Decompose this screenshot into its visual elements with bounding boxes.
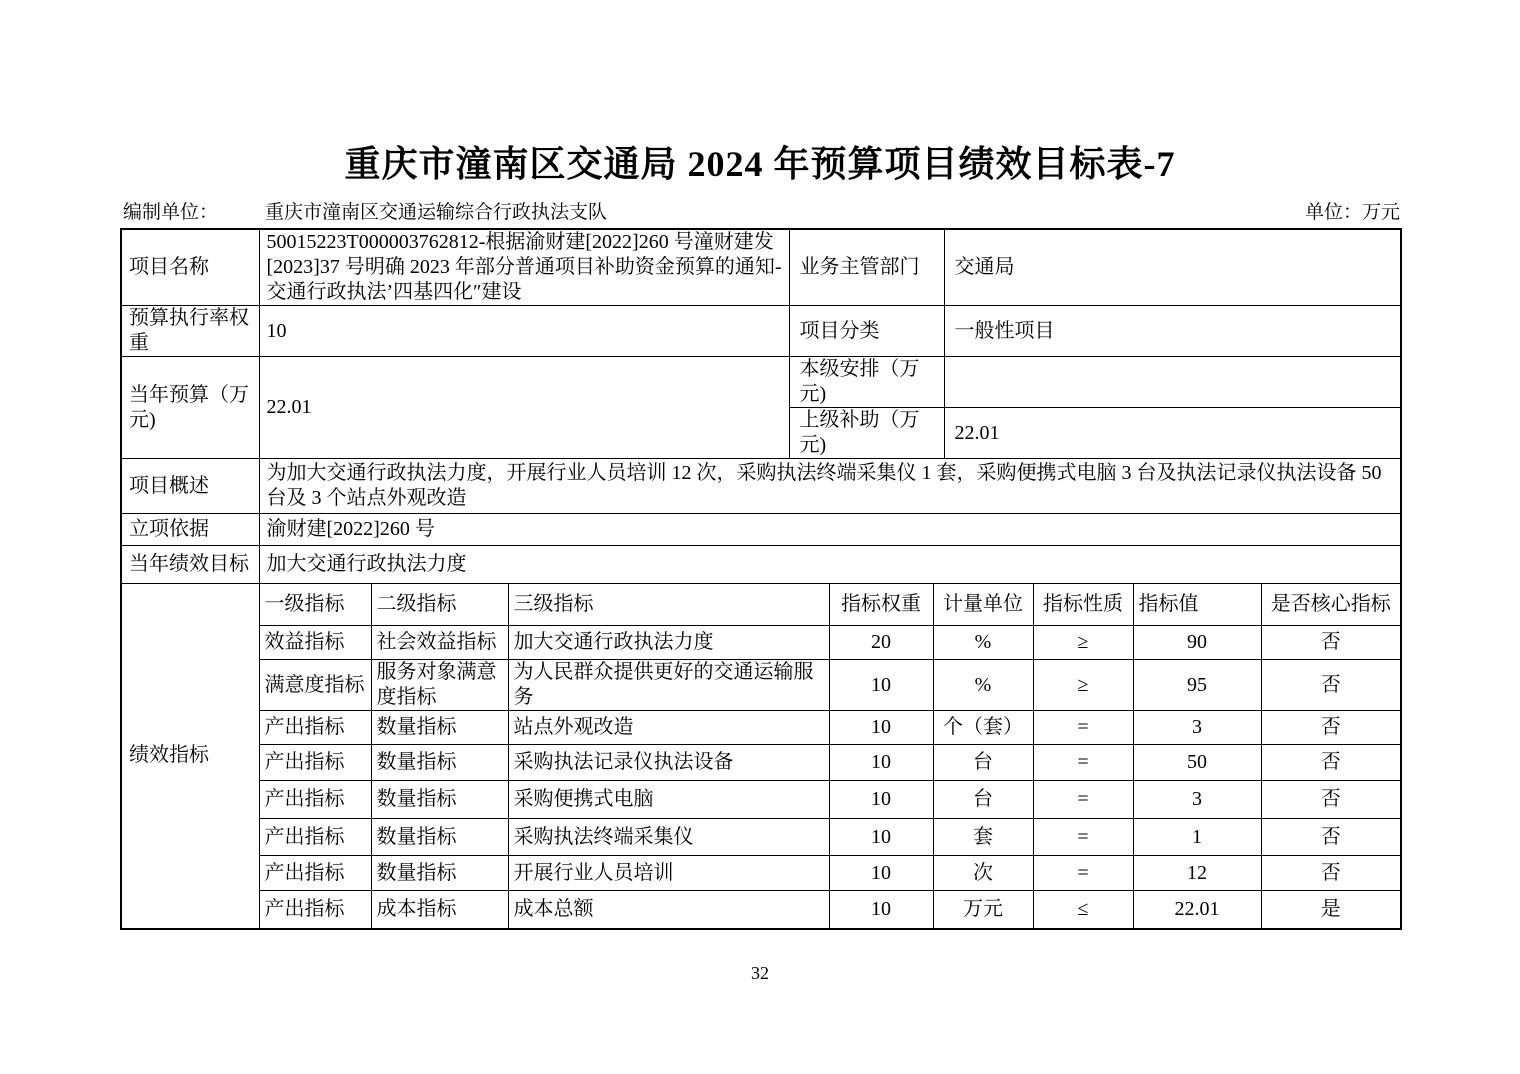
- indicator-cell: 台: [933, 745, 1033, 781]
- indicator-cell: 采购执法终端采集仪: [508, 819, 829, 856]
- indicator-cell: 否: [1261, 711, 1401, 745]
- page-title: 重庆市潼南区交通局 2024 年预算项目绩效目标表-7: [344, 144, 1176, 184]
- indicator-cell: ≥: [1033, 660, 1133, 711]
- indicator-row: [121, 626, 1401, 660]
- basis-value: 渝财建[2022]260 号: [259, 514, 1401, 546]
- indicator-cell: 产出指标: [259, 745, 371, 781]
- indicator-cell: 产出指标: [259, 856, 371, 891]
- exec-rate-label: 预算执行率权重: [121, 306, 259, 357]
- indicator-header-cell: 一级指标: [259, 584, 371, 626]
- indicator-row: [121, 891, 1401, 929]
- budget-performance-table: [120, 228, 1402, 930]
- indicator-cell: 采购便携式电脑: [508, 781, 829, 819]
- indicator-header-cell: 是否核心指标: [1261, 584, 1401, 626]
- indicator-cell: 22.01: [1133, 891, 1261, 929]
- indicator-cell: %: [933, 660, 1033, 711]
- indicator-cell: 20: [829, 626, 933, 660]
- indicator-cell: 效益指标: [259, 626, 371, 660]
- exec-rate-value: 10: [259, 306, 789, 357]
- indicator-row: [121, 660, 1401, 711]
- indicator-cell: 数量指标: [371, 711, 508, 745]
- row-budget-local: [121, 357, 1401, 408]
- local-arrangement-label: 本级安排（万元): [789, 357, 944, 408]
- upper-subsidy-value: 22.01: [944, 408, 1401, 459]
- dept-value: 交通局: [944, 229, 1401, 306]
- indicator-cell: 次: [933, 856, 1033, 891]
- row-exec-rate: [121, 306, 1401, 357]
- goal-value: 加大交通行政执法力度: [259, 546, 1401, 584]
- indicator-cell: %: [933, 626, 1033, 660]
- indicator-cell: 10: [829, 856, 933, 891]
- indicator-cell: 否: [1261, 626, 1401, 660]
- row-overview: [121, 459, 1401, 514]
- indicator-cell: 数量指标: [371, 819, 508, 856]
- indicator-cell: 产出指标: [259, 819, 371, 856]
- indicator-cell: 满意度指标: [259, 660, 371, 711]
- budget-label: 当年预算（万元): [121, 357, 259, 459]
- dept-label: 业务主管部门: [789, 229, 944, 306]
- indicator-cell: 10: [829, 711, 933, 745]
- indicator-row: [121, 711, 1401, 745]
- page-number: 32: [751, 963, 769, 983]
- indicator-cell: 台: [933, 781, 1033, 819]
- indicator-cell: =: [1033, 819, 1133, 856]
- indicator-cell: 10: [829, 781, 933, 819]
- indicator-cell: 90: [1133, 626, 1261, 660]
- indicator-cell: 是: [1261, 891, 1401, 929]
- indicator-cell: =: [1033, 856, 1133, 891]
- indicator-cell: =: [1033, 781, 1133, 819]
- indicator-cell: ≥: [1033, 626, 1133, 660]
- local-arrangement-value: [944, 357, 1401, 408]
- indicator-header-cell: 指标性质: [1033, 584, 1133, 626]
- indicator-row: [121, 819, 1401, 856]
- indicator-header-row: [121, 584, 1401, 626]
- indicator-header-cell: 计量单位: [933, 584, 1033, 626]
- project-name-value: 50015223T000003762812-根据渝财建[2022]260 号潼财建发[2023]37 号明确 2023 年部分普通项目补助资金预算的通知-交通行政执法’四基四化″建设: [259, 229, 789, 306]
- indicator-cell: 产出指标: [259, 781, 371, 819]
- category-label: 项目分类: [789, 306, 944, 357]
- indicator-cell: 95: [1133, 660, 1261, 711]
- indicator-cell: 产出指标: [259, 891, 371, 929]
- indicator-cell: 否: [1261, 745, 1401, 781]
- indicator-cell: 否: [1261, 856, 1401, 891]
- indicator-header-cell: 二级指标: [371, 584, 508, 626]
- indicator-cell: 采购执法记录仪执法设备: [508, 745, 829, 781]
- unit-label: 单位：万元: [1304, 202, 1400, 223]
- indicator-row: [121, 781, 1401, 819]
- indicator-cell: 否: [1261, 660, 1401, 711]
- indicator-cell: 否: [1261, 781, 1401, 819]
- goal-label: 当年绩效目标: [121, 546, 259, 584]
- indicator-cell: 数量指标: [371, 781, 508, 819]
- category-value: 一般性项目: [944, 306, 1401, 357]
- indicator-cell: 1: [1133, 819, 1261, 856]
- indicator-row: [121, 745, 1401, 781]
- row-goal: [121, 546, 1401, 584]
- indicator-cell: 数量指标: [371, 856, 508, 891]
- indicator-cell: 开展行业人员培训: [508, 856, 829, 891]
- indicator-header-cell: 指标权重: [829, 584, 933, 626]
- performance-indicator-label: 绩效指标: [121, 584, 259, 929]
- indicator-cell: 产出指标: [259, 711, 371, 745]
- overview-label: 项目概述: [121, 459, 259, 514]
- indicator-cell: 10: [829, 891, 933, 929]
- row-basis: [121, 514, 1401, 546]
- budget-value: 22.01: [259, 357, 789, 459]
- indicator-cell: 3: [1133, 711, 1261, 745]
- overview-value: 为加大交通行政执法力度，开展行业人员培训 12 次，采购执法终端采集仪 1 套，采购便携式电脑 3 台及执法记录仪执法设备 50 台及 3 个站点外观改造: [259, 459, 1401, 514]
- indicator-cell: 套: [933, 819, 1033, 856]
- indicator-cell: =: [1033, 711, 1133, 745]
- indicator-cell: 10: [829, 660, 933, 711]
- indicator-cell: 否: [1261, 819, 1401, 856]
- indicator-cell: 3: [1133, 781, 1261, 819]
- upper-subsidy-label: 上级补助（万元): [789, 408, 944, 459]
- indicator-cell: 数量指标: [371, 745, 508, 781]
- meta-row: [120, 197, 1400, 221]
- project-name-label: 项目名称: [121, 229, 259, 306]
- indicator-cell: 为人民群众提供更好的交通运输服务: [508, 660, 829, 711]
- indicator-cell: 万元: [933, 891, 1033, 929]
- indicator-header-cell: 指标值: [1133, 584, 1261, 626]
- indicator-cell: ≤: [1033, 891, 1133, 929]
- indicator-cell: 成本总额: [508, 891, 829, 929]
- indicator-cell: 个（套）: [933, 711, 1033, 745]
- indicator-cell: 10: [829, 819, 933, 856]
- prepared-by-label: 编制单位：: [123, 202, 219, 223]
- indicator-cell: 社会效益指标: [371, 626, 508, 660]
- indicator-cell: 10: [829, 745, 933, 781]
- indicator-cell: 成本指标: [371, 891, 508, 929]
- indicator-cell: 12: [1133, 856, 1261, 891]
- indicator-cell: 加大交通行政执法力度: [508, 626, 829, 660]
- row-project-name: [121, 229, 1401, 306]
- prepared-by-value: 重庆市潼南区交通运输综合行政执法支队: [265, 202, 608, 223]
- indicator-cell: 站点外观改造: [508, 711, 829, 745]
- indicator-header-cell: 三级指标: [508, 584, 829, 626]
- indicator-cell: 服务对象满意度指标: [371, 660, 508, 711]
- indicator-row: [121, 856, 1401, 891]
- indicator-cell: 50: [1133, 745, 1261, 781]
- basis-label: 立项依据: [121, 514, 259, 546]
- indicator-cell: =: [1033, 745, 1133, 781]
